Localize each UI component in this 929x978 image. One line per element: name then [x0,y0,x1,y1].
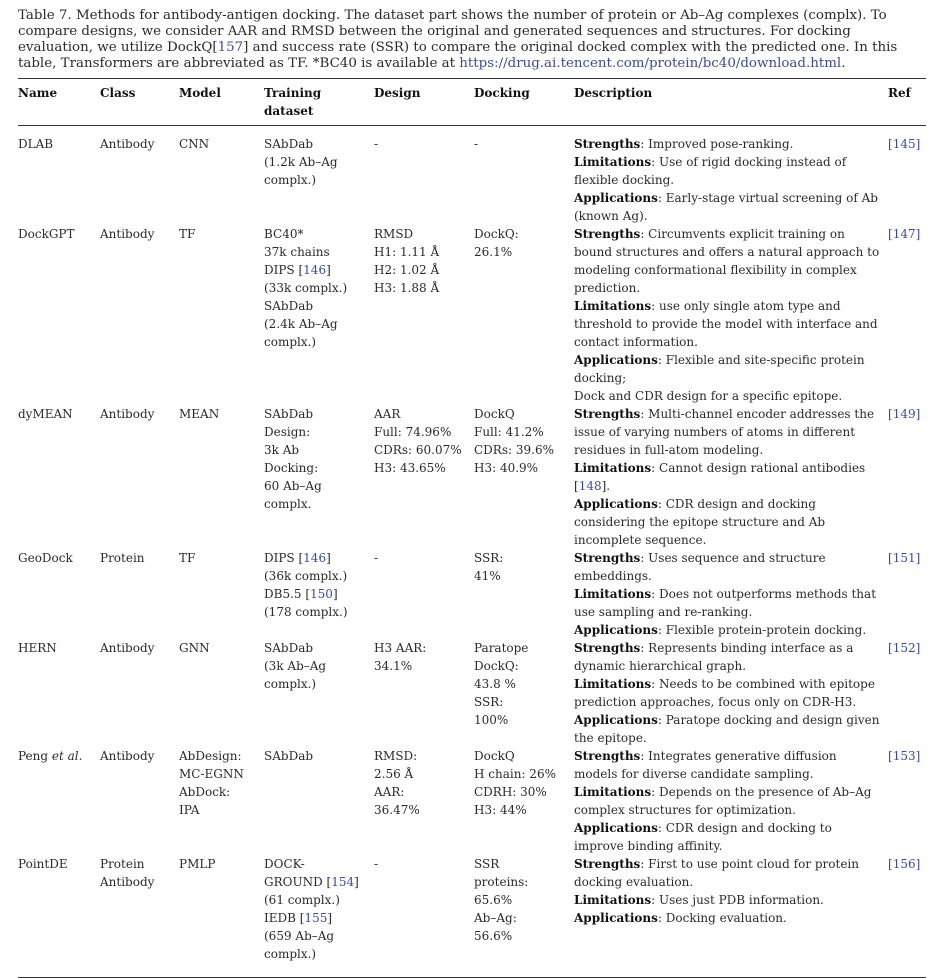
cell-training [264,126,374,226]
cell-model [179,126,264,226]
limitations-label: Limitations [574,677,652,691]
docking-line: 100% [474,713,509,727]
model-line: AbDock: [179,785,231,799]
cell-design [374,747,474,855]
design-line: H2: 1.02 Å [374,263,440,277]
design-line: AAR: [374,785,405,799]
method-name: dyMEAN [18,407,73,421]
header-name: Name [18,86,58,100]
limitations-text: : Uses just PDB information. [651,893,824,907]
header-class: Class [100,86,136,100]
limitations-text-0: : Cannot design rational antibodies [651,461,866,475]
cell-design [374,549,474,639]
method-name-etal: et al. [51,749,83,763]
applications-label: Applications [574,713,658,727]
strengths-label: Strengths [574,857,641,871]
header-training-2: dataset [264,104,314,118]
description-applications [574,189,882,225]
cell-model [179,549,264,639]
header-ref: Ref [888,86,911,100]
cell-name [18,747,100,855]
row-ref-link[interactable]: 152 [892,641,916,655]
cell-ref [888,639,926,747]
training-line: complx.) [264,173,317,187]
description-limitations [574,783,882,819]
cell-docking [474,549,574,639]
applications-text: : Flexible and site-specific protein docking; [574,353,865,385]
class-line: Antibody [100,749,155,763]
table-row [18,747,926,855]
design-line: RMSD [374,227,414,241]
methods-table [18,78,926,978]
limitations-text: : Depends on the presence of Ab–Ag complex structures for optimization. [574,785,872,817]
cell-ref [888,126,926,226]
cell-design [374,126,474,226]
cell-docking [474,405,574,549]
model-line: MC-EGNN [179,767,244,781]
design-line: AAR [374,407,401,421]
cell-class [100,855,179,978]
cell-design [374,405,474,549]
cell-model [179,405,264,549]
description-limitations [574,585,882,621]
caption-text-2: ] and success rate (SSR) to compare the original docked complex with the predicted one. In this table, Transformers are abbreviated as TF. *BC40 is available at [18,40,898,71]
training-line-2-bracket-close-0: ] [332,587,338,601]
class-line: Antibody [100,407,155,421]
training-line-2-ref-link-0[interactable]: 146 [303,263,327,277]
cell-docking [474,747,574,855]
cell-class [100,126,179,226]
limitations-text: : Use of rigid docking instead of flexible docking. [574,155,847,187]
class-line: Antibody [100,137,155,151]
applications-text: : Docking evaluation. [657,911,787,925]
cell-description [574,225,888,405]
applications-text: : CDR design and docking considering the epitope structure and Ab incomplete sequence. [574,497,826,547]
description-strengths [574,639,882,675]
model-line: AbDesign: [179,749,242,763]
cell-docking [474,225,574,405]
row-ref-link[interactable]: 147 [892,227,916,241]
description-applications [574,351,882,387]
limitations-bracket-0: [ [574,479,579,493]
training-line-0-bracket-0: [ [298,551,304,565]
training-line: (3k Ab–Ag [264,659,327,673]
cell-class [100,747,179,855]
cell-description [574,855,888,978]
table-row [18,639,926,747]
cell-model [179,225,264,405]
description-strengths [574,549,882,585]
training-line: (178 complx.) [264,605,348,619]
limitations-text: : Does not outperforms methods that use sampling and re-ranking. [574,587,877,619]
ref-bracket-close: ] [915,407,921,421]
applications-label: Applications [574,821,658,835]
design-line: 2.56 Å [374,767,414,781]
cell-name [18,225,100,405]
cell-class [100,639,179,747]
ref-bracket-open: [ [888,227,893,241]
training-line-2-bracket-close-0: ] [326,263,331,277]
docking-line: H3: 44% [474,803,527,817]
cell-description [574,549,888,639]
applications-text: : Early-stage virtual screening of Ab (known Ag). [574,191,878,223]
strengths-text: : Circumvents explicit training on bound structures and offers a natural approach to modeling conformational flexibility in complex prediction. [574,227,880,295]
strengths-label: Strengths [574,137,641,151]
method-name: DLAB [18,137,54,151]
training-line-3-text-0: IEDB [264,911,300,925]
table-row [18,225,926,405]
ref-bracket-close: ] [915,227,921,241]
limitations-label: Limitations [574,893,652,907]
training-line: Docking: [264,461,319,475]
design-line: - [374,551,379,565]
training-line-1-ref-link-0[interactable]: 154 [331,875,355,889]
design-line: 34.1% [374,659,413,673]
training-line: 37k chains [264,245,330,259]
description-applications [574,819,882,855]
applications-text: : Flexible protein-protein docking. [657,623,867,637]
description-strengths [574,135,882,153]
docking-line: H3: 40.9% [474,461,539,475]
training-line: SAbDab [264,407,314,421]
class-line: Antibody [100,875,155,889]
cell-name [18,126,100,226]
training-line-2-bracket-0: [ [298,263,304,277]
ref-bracket-open: [ [888,641,893,655]
training-line: complx.) [264,947,317,961]
training-line-1-bracket-close-0: ] [354,875,359,889]
docking-line: 41% [474,569,501,583]
training-line: Design: [264,425,311,439]
cell-ref [888,855,926,978]
ref-bracket-open: [ [888,137,893,151]
cell-name [18,639,100,747]
description-strengths [574,225,882,297]
training-line-3-ref-link-0[interactable]: 155 [304,911,328,925]
model-line: PMLP [179,857,216,871]
table-caption [18,8,923,72]
description-limitations [574,675,882,711]
design-line: H3 AAR: [374,641,427,655]
cell-description [574,405,888,549]
model-line: MEAN [179,407,220,421]
strengths-label: Strengths [574,407,641,421]
training-line: (36k complx.) [264,569,348,583]
training-line [264,261,374,279]
docking-line: H chain: 26% [474,767,556,781]
description-strengths [574,855,882,891]
row-ref-link[interactable]: 156 [892,857,916,871]
docking-line: SSR: [474,695,504,709]
strengths-text: : Multi-channel encoder addresses the issue of varying numbers of atoms in different residues in full-atom modeling. [574,407,875,457]
training-line-0-text-0: DIPS [264,551,299,565]
description-limitations [574,153,882,189]
cell-design [374,225,474,405]
cell-model [179,639,264,747]
cell-training [264,405,374,549]
limitations-bracket-close-0: ] [601,479,607,493]
training-line: (33k complx.) [264,281,348,295]
description-limitations [574,891,882,909]
training-line-1-bracket-0: [ [326,875,332,889]
ref-bracket-close: ] [915,641,921,655]
cell-training [264,549,374,639]
method-name: DockGPT [18,227,75,241]
row-ref-link[interactable]: 149 [892,407,916,421]
strengths-label: Strengths [574,749,641,763]
cell-model [179,747,264,855]
limitations-label: Limitations [574,587,652,601]
class-line: Protein [100,551,145,565]
limitations-text: : Needs to be combined with epitope prediction approaches, focus only on CDR-H3. [574,677,875,709]
cell-training [264,225,374,405]
strengths-text: : Represents binding interface as a dynamic hierarchical graph. [574,641,854,673]
description-applications [574,495,882,549]
model-line: CNN [179,137,210,151]
header-description: Description [574,86,653,100]
ref-bracket-close: ] [915,551,921,565]
training-line [264,549,374,567]
strengths-text: : Improved pose-ranking. [640,137,794,151]
applications-label: Applications [574,191,658,205]
class-line: Antibody [100,227,155,241]
applications-text: : Paratope docking and design given the epitope. [574,713,880,745]
strengths-label: Strengths [574,641,641,655]
limitations-label: Limitations [574,461,652,475]
header-design: Design [374,86,421,100]
description-applications [574,909,882,927]
docking-line: 26.1% [474,245,513,259]
ref-bracket-open: [ [888,407,893,421]
description-applications [574,621,882,639]
training-line [264,585,374,603]
cell-training [264,855,374,978]
docking-line: DockQ: [474,659,519,673]
docking-line: 56.6% [474,929,513,943]
applications-label: Applications [574,353,658,367]
design-line: - [374,857,379,871]
class-line: Antibody [100,641,155,655]
cell-ref [888,405,926,549]
table-row [18,126,926,226]
training-line: DOCK- [264,857,305,871]
method-name: GeoDock [18,551,73,565]
training-line: SAbDab [264,299,314,313]
limitations-label: Limitations [574,785,652,799]
method-name: HERN [18,641,57,655]
row-ref-link[interactable]: 153 [892,749,916,763]
table-row [18,855,926,978]
cell-class [100,225,179,405]
applications-label: Applications [574,497,658,511]
training-line-2-text-0: DB5.5 [264,587,306,601]
docking-line: proteins: [474,875,529,889]
docking-line: DockQ [474,407,515,421]
limitations-label: Limitations [574,155,652,169]
cell-description [574,639,888,747]
ref-bracket-close: ] [915,137,921,151]
strengths-label: Strengths [574,551,641,565]
row-ref-link[interactable]: 151 [892,551,916,565]
training-line: complx. [264,497,312,511]
docking-line: CDRH: 30% [474,785,547,799]
training-line: SAbDab [264,641,314,655]
training-line: SAbDab [264,137,314,151]
cell-docking [474,126,574,226]
docking-line: CDRs: 39.6% [474,443,554,457]
cell-ref [888,549,926,639]
training-line: (61 complx.) [264,893,340,907]
table-row [18,405,926,549]
cell-training [264,639,374,747]
description-applications [574,711,882,747]
design-line: H3: 43.65% [374,461,446,475]
description-strengths [574,747,882,783]
cell-description [574,126,888,226]
docking-line: DockQ: [474,227,519,241]
strengths-text: : Uses sequence and structure embeddings. [574,551,826,583]
description-extra: Dock and CDR design for a specific epitope. [574,389,843,403]
table-row [18,549,926,639]
cell-class [100,549,179,639]
ref-bracket-close: ] [915,749,921,763]
ref-bracket-open: [ [888,857,893,871]
description-limitations [574,459,882,495]
training-line [264,909,374,927]
docking-line: Paratope [474,641,529,655]
header-training [264,79,374,126]
training-line: BC40* [264,227,304,241]
header-docking: Docking [474,86,530,100]
strengths-text: : First to use point cloud for protein docking evaluation. [574,857,859,889]
cell-docking [474,639,574,747]
method-name: PointDE [18,857,68,871]
ref-bracket-open: [ [888,551,893,565]
model-line: TF [179,551,196,565]
docking-line: - [474,137,479,151]
bc40-link[interactable]: https://drug.ai.tencent.com/protein/bc40/download.html [459,56,842,71]
training-line-0-ref-link-0[interactable]: 146 [303,551,327,565]
design-line: RMSD: [374,749,418,763]
cell-model [179,855,264,978]
design-line: H1: 1.11 Å [374,245,440,259]
model-line: TF [179,227,196,241]
docking-line: SSR [474,857,500,871]
training-line-2-bracket-0: [ [305,587,311,601]
cell-name [18,855,100,978]
training-line: (659 Ab–Ag [264,929,335,943]
cell-class [100,405,179,549]
applications-text: : CDR design and docking to improve binding affinity. [574,821,832,853]
training-line: (2.4k Ab–Ag [264,317,338,331]
limitations-text-end: . [606,479,611,493]
table-header-row [18,79,926,126]
docking-line: DockQ [474,749,515,763]
cell-name [18,549,100,639]
cell-ref [888,225,926,405]
cell-docking [474,855,574,978]
cell-ref [888,747,926,855]
method-name-author: Peng [18,749,52,763]
cell-description [574,747,888,855]
applications-label: Applications [574,911,658,925]
ref-bracket-open: [ [888,749,893,763]
strengths-text: : Integrates generative diffusion models for diverse candidate sampling. [574,749,837,781]
docking-line: 43.8 % [474,677,516,691]
docking-line: Full: 41.2% [474,425,544,439]
limitations-text: : use only single atom type and threshold to provide the model with interface and contact information. [574,299,878,349]
training-line-0-bracket-close-0: ] [326,551,331,565]
training-line: 3k Ab [264,443,300,457]
training-line-2-ref-link-0[interactable]: 150 [310,587,333,601]
limitations-ref-link-0[interactable]: 148 [578,479,602,493]
training-line-2-text-0: DIPS [264,263,299,277]
ref-bracket-close: ] [915,857,921,871]
limitations-label: Limitations [574,299,652,313]
training-line: (1.2k Ab–Ag [264,155,338,169]
training-line: SAbDab [264,749,314,763]
row-ref-link[interactable]: 145 [892,137,916,151]
training-line [264,873,374,891]
strengths-label: Strengths [574,227,641,241]
docking-line: SSR: [474,551,504,565]
description-limitations [574,297,882,351]
table-body [18,126,926,978]
method-name [18,749,82,763]
class-line: Protein [100,857,145,871]
description-strengths [574,405,882,459]
training-line-3-bracket-close-0: ] [327,911,333,925]
training-line: complx.) [264,677,317,691]
docking-line: Ab–Ag: [474,911,517,925]
cell-training [264,747,374,855]
design-line: H3: 1.88 Å [374,281,440,295]
training-line-1-text-0: GROUND [264,875,327,889]
model-line: IPA [179,803,200,817]
training-line-3-bracket-0: [ [299,911,305,925]
model-line: GNN [179,641,210,655]
design-line: - [374,137,379,151]
training-line: 60 Ab–Ag [264,479,322,493]
caption-text: Table 7. Methods for antibody-antigen docking. The dataset part shows the number of protein or Ab–Ag complexes (complx). To compare designs, we consider AAR and RMSD between the original and generated sequences and structures. For docking evaluation, we utilize DockQ[ [18,8,887,55]
cell-name [18,405,100,549]
header-training-1: Training [264,86,322,100]
design-line: CDRs: 60.07% [374,443,462,457]
caption-ref-link[interactable]: 157 [217,40,244,55]
docking-line: 65.6% [474,893,513,907]
training-line: complx.) [264,335,317,349]
cell-design [374,639,474,747]
header-model: Model [179,86,221,100]
cell-design [374,855,474,978]
caption-end: . [841,56,846,71]
applications-label: Applications [574,623,658,637]
design-line: Full: 74.96% [374,425,452,439]
design-line: 36.47% [374,803,420,817]
